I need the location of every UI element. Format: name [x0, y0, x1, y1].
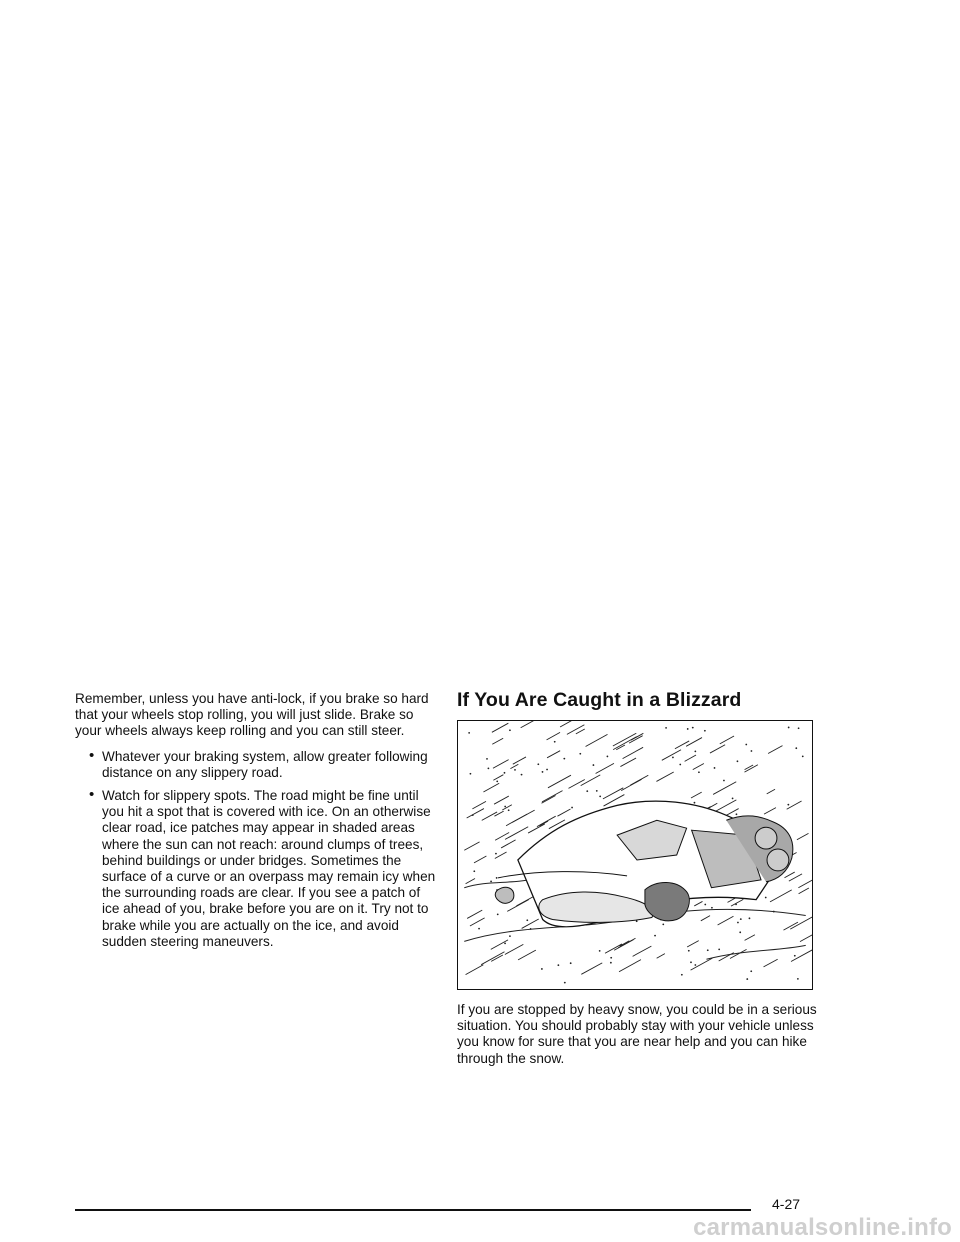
list-item: • Watch for slippery spots. The road might be fine until you hit a spot that is covered with ice. On an otherwise clear road, ice patches may appear in shaded areas where the sun can not reach: around clumps of trees, behind buildings or under bridges. Sometimes the surface of a curve or an overpass may remain icy when the surrounding roads are clear. If you see a patch of ice ahead of you, brake before you are on it. Try not to brake while you are actually on the ice, and avoid sudden steering maneuvers.	[75, 788, 437, 950]
section-heading: If You Are Caught in a Blizzard	[457, 689, 742, 711]
left-column	[75, 691, 437, 957]
watermark: carmanualsonline.info	[693, 1214, 952, 1241]
bullet-list	[75, 749, 437, 950]
snow-covered-car-illustration	[457, 720, 813, 990]
page-number: 4-27	[772, 1196, 801, 1212]
blizzard-paragraph: If you are stopped by heavy snow, you could be in a serious situation. You should probably stay with your vehicle unless you know for sure that you are near help and you can hike through the snow.	[457, 1002, 817, 1066]
list-item: • Whatever your braking system, allow greater following distance on any slippery road.	[75, 749, 437, 781]
right-column	[457, 688, 817, 1067]
footer-rule	[75, 1209, 751, 1211]
intro-paragraph: Remember, unless you have anti-lock, if you brake so hard that your wheels stop rolling, you will just slide. Brake so your wheels always keep rolling and you can still steer.	[75, 691, 429, 739]
